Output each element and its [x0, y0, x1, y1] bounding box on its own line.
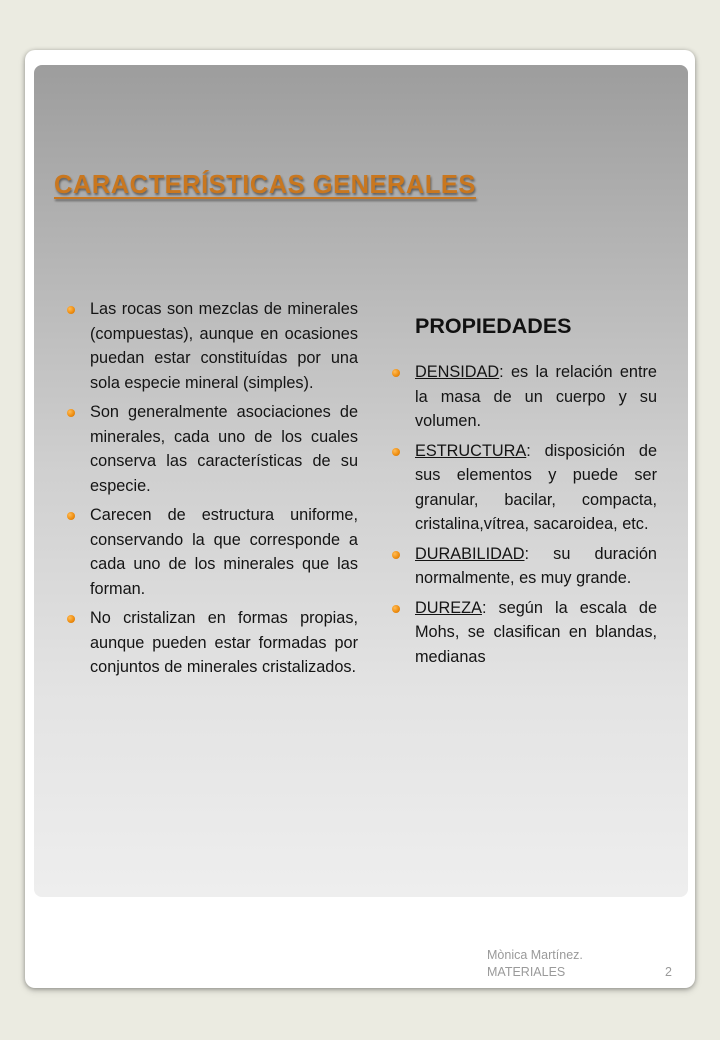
property-item — [415, 360, 657, 434]
slide — [25, 50, 695, 988]
footer-subject: MATERIALES — [487, 965, 566, 979]
footer-author — [487, 947, 687, 981]
list-item-text: Son generalmente asociaciones de minerales, cada uno de los cuales conserva las características de su especie. — [90, 403, 358, 495]
property-term: DURABILIDAD — [415, 544, 525, 563]
property-item — [415, 439, 657, 537]
list-item — [90, 297, 358, 395]
property-term: DENSIDAD — [415, 363, 500, 381]
bullet-dot-icon — [392, 551, 400, 559]
right-column — [415, 297, 657, 674]
property-term: DUREZA — [415, 598, 482, 617]
list-item — [90, 400, 358, 498]
list-item — [90, 606, 358, 680]
footer-author-name: Mònica Martínez. — [487, 948, 583, 962]
bullet-dot-icon — [67, 409, 75, 417]
characteristics-list — [90, 297, 358, 680]
page-number: 2 — [665, 965, 672, 979]
bullet-dot-icon — [67, 615, 75, 623]
property-text: : disposición de sus elementos y puede ser granular, bacilar, compacta, cristalina,vítrea, sacaroidea, etc. — [415, 441, 657, 533]
left-column — [90, 297, 358, 685]
bullet-dot-icon — [67, 306, 75, 314]
list-item-text: Carecen de estructura uniforme, conservando la que corresponde a cada uno de los minerales que las forman. — [90, 506, 358, 598]
properties-heading: PROPIEDADES — [415, 314, 572, 338]
properties-list — [415, 360, 657, 669]
property-text: : su duración normalmente, es muy grande. — [415, 544, 657, 587]
property-text: : es la relación entre la masa de un cuerpo y su volumen. — [415, 363, 657, 430]
bullet-dot-icon — [67, 512, 75, 520]
bullet-dot-icon — [392, 448, 400, 456]
bullet-dot-icon — [392, 369, 400, 377]
property-item — [415, 542, 657, 591]
property-item — [415, 596, 657, 670]
list-item-text: No cristalizan en formas propias, aunque pueden estar formadas por conjuntos de minerales cristalizados. — [90, 609, 358, 676]
property-text: : según la escala de Mohs, se clasifican en blandas, medianas — [415, 598, 657, 666]
content-panel — [34, 65, 688, 897]
list-item — [90, 503, 358, 601]
property-term: ESTRUCTURA — [415, 441, 527, 460]
bullet-dot-icon — [392, 605, 400, 613]
list-item-text: Las rocas son mezclas de minerales (compuestas), aunque en ocasiones puedan estar constituídas por una sola especie mineral (simples). — [90, 300, 358, 392]
slide-title: CARACTERÍSTICAS GENERALES — [54, 171, 476, 199]
